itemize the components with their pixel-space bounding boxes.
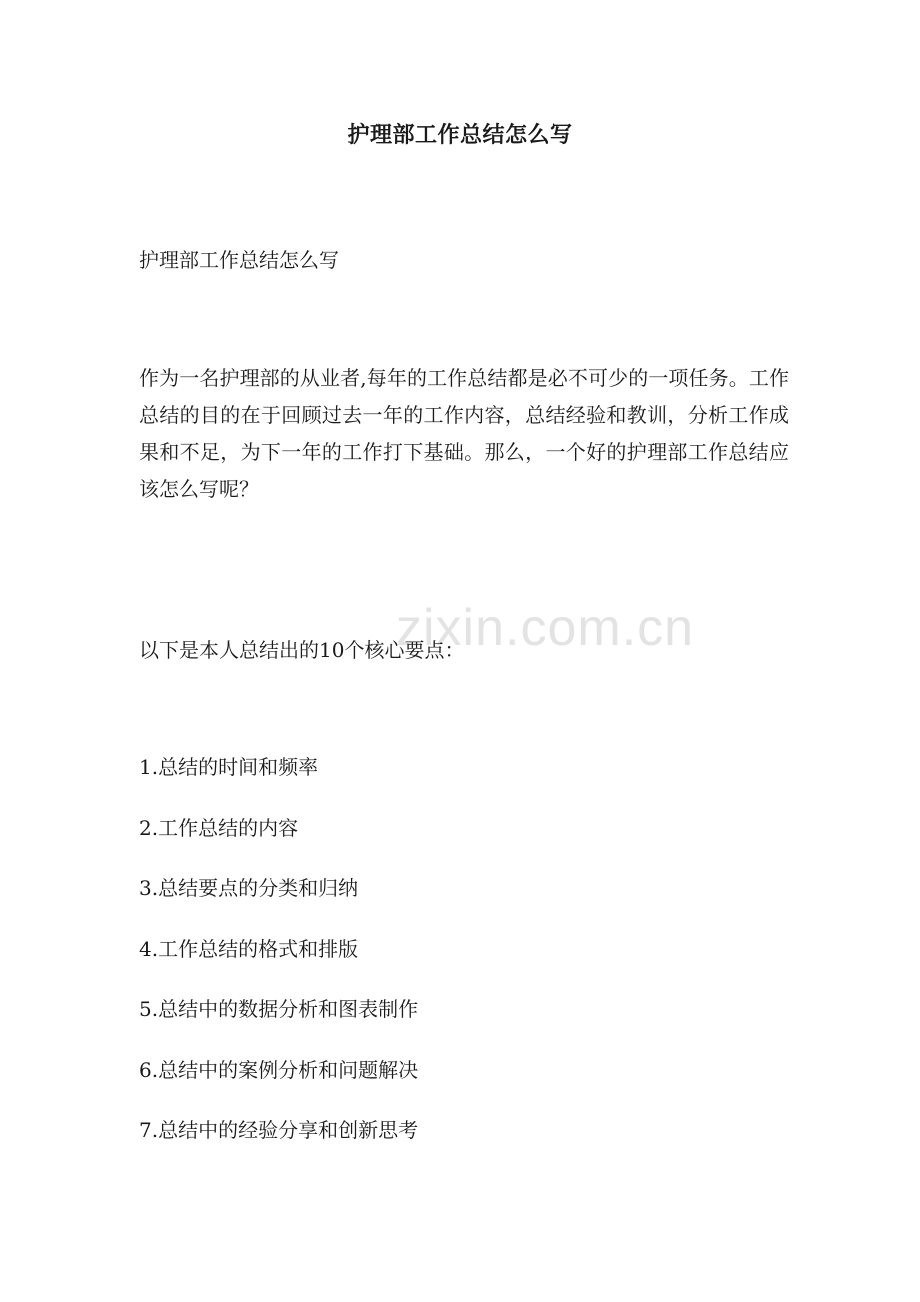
list-item: 6.总结中的案例分析和问题解决: [139, 1057, 419, 1082]
key-points-list: [139, 752, 418, 1176]
points-lead: 以下是本人总结出的10个核心要点：: [139, 638, 465, 662]
watermark: zixin.com.cn: [396, 599, 695, 657]
intro-paragraph: 作为一名护理部的从业者,每年的工作总结都是必不可少的一项任务。工作总结的目的在于回顾过去一年的工作内容，总结经验和教训，分析工作成果和不足，为下一年的工作打下基础。那么，一个好的护理部工作总结应该怎么写呢？: [139, 366, 789, 501]
list-item: 4.工作总结的格式和排版: [139, 936, 359, 961]
document-subtitle: 护理部工作总结怎么写: [139, 248, 339, 272]
list-item: 5.总结中的数据分析和图表制作: [139, 997, 419, 1021]
list-item: 1.总结的时间和频率: [139, 755, 319, 779]
list-item: 7.总结中的经验分享和创新思考: [139, 1118, 419, 1142]
list-item: 2.工作总结的内容: [139, 815, 299, 840]
list-item: 3.总结要点的分类和归纳: [139, 876, 359, 900]
document-title: 护理部工作总结怎么写: [347, 122, 573, 148]
